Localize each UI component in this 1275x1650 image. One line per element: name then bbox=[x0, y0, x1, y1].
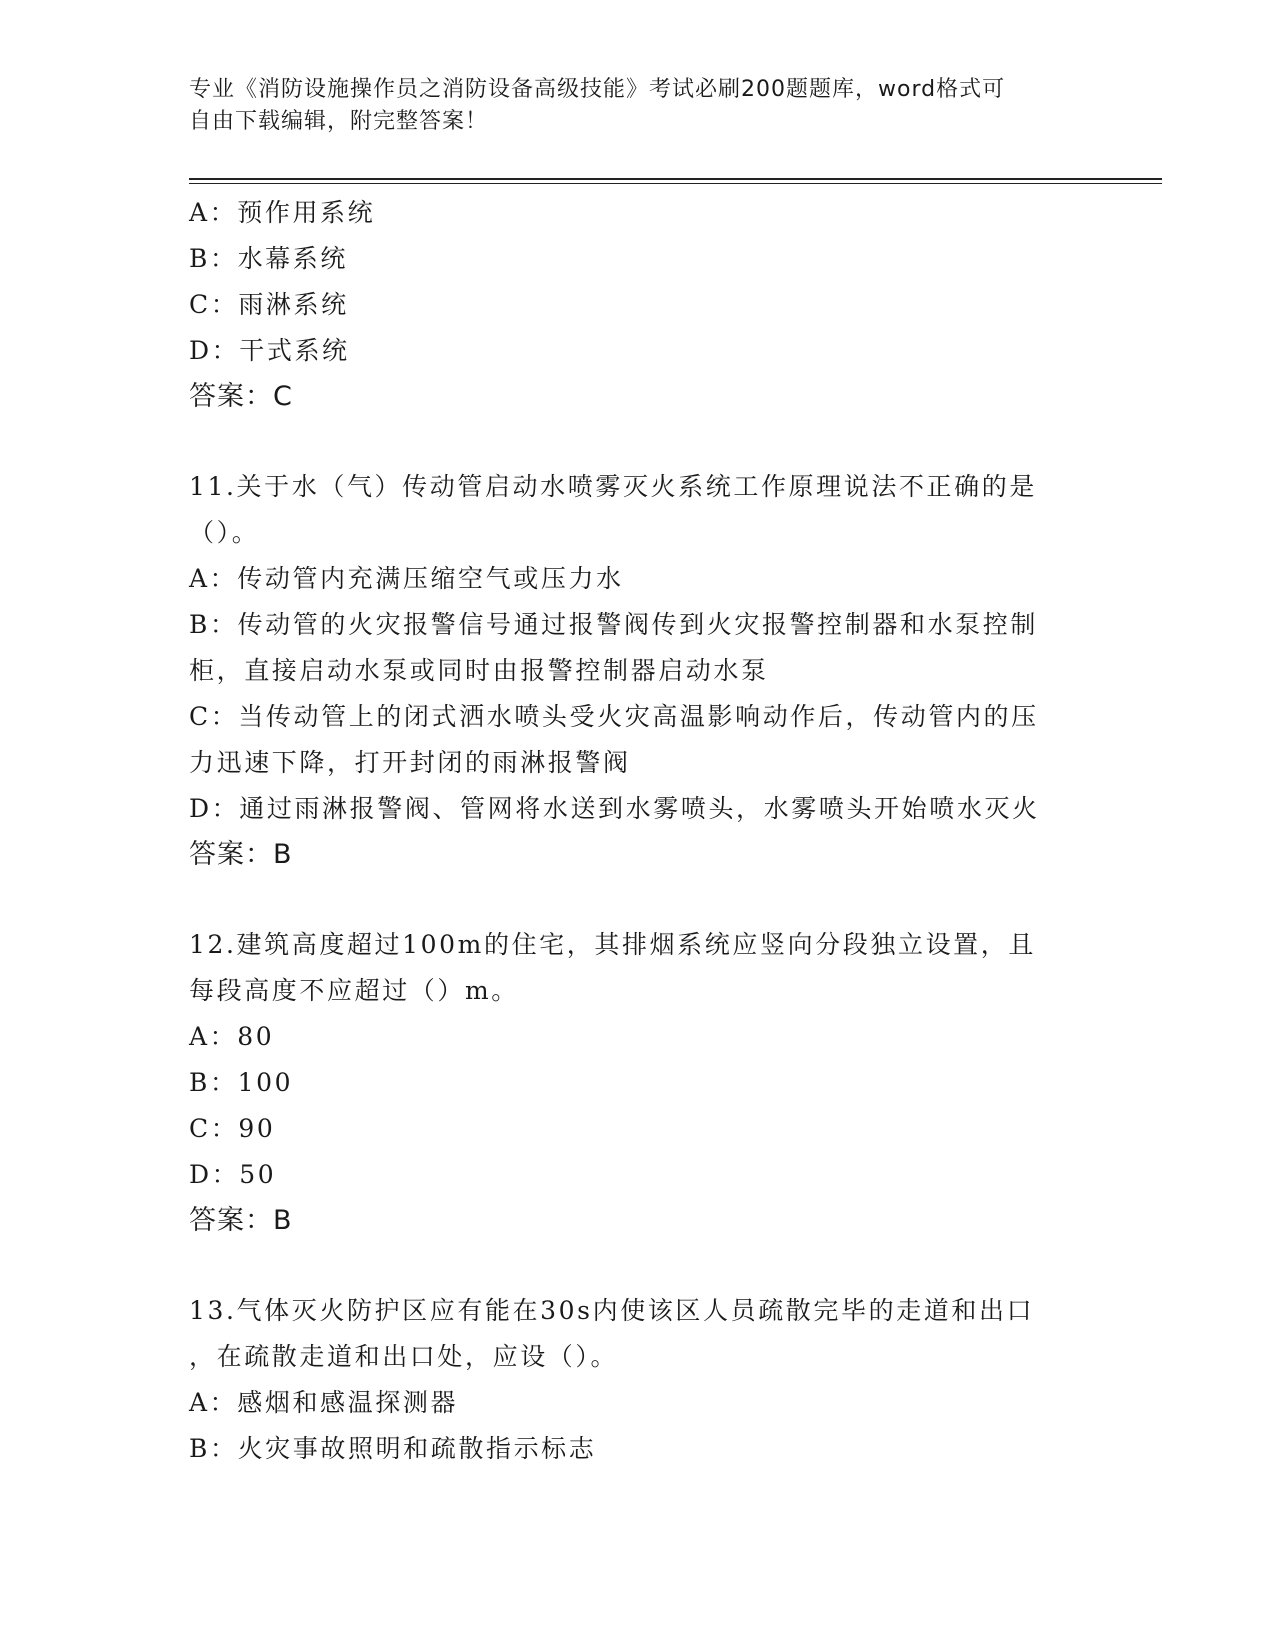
option-b-continued: 柜，直接启动水泵或同时由报警控制器启动水泵 bbox=[189, 656, 769, 685]
spacer bbox=[189, 1244, 1089, 1288]
document-header bbox=[189, 74, 1089, 138]
question-stem-continued: 每段高度不应超过（）m。 bbox=[189, 976, 519, 1005]
header-divider-thin bbox=[189, 183, 1162, 184]
question-11 bbox=[189, 464, 1089, 878]
option-b: B：火灾事故照明和疏散指示标志 bbox=[189, 1434, 597, 1463]
option-a: A：传动管内充满压缩空气或压力水 bbox=[189, 564, 624, 593]
question-list bbox=[189, 190, 1089, 1472]
answer: 答案：B bbox=[189, 839, 293, 870]
option-c: C：雨淋系统 bbox=[189, 290, 349, 319]
option-a: A：预作用系统 bbox=[189, 198, 376, 227]
question-13 bbox=[189, 1288, 1089, 1472]
question-stem: 12.建筑高度超过100m的住宅，其排烟系统应竖向分段独立设置，且 bbox=[189, 930, 1036, 959]
option-c: C：当传动管上的闭式洒水喷头受火灾高温影响动作后，传动管内的压 bbox=[189, 702, 1039, 731]
question-12 bbox=[189, 922, 1089, 1244]
question-stem: 11.关于水（气）传动管启动水喷雾灭火系统工作原理说法不正确的是 bbox=[189, 472, 1037, 501]
option-b: B：传动管的火灾报警信号通过报警阀传到火灾报警控制器和水泵控制 bbox=[189, 610, 1038, 639]
option-b: B：100 bbox=[189, 1068, 294, 1097]
option-b: B：水幕系统 bbox=[189, 244, 348, 273]
question-10 bbox=[189, 190, 1089, 420]
option-d: D：50 bbox=[189, 1160, 277, 1189]
header-line-1: 专业《消防设施操作员之消防设备高级技能》考试必刷200题题库，word格式可 bbox=[189, 77, 1006, 102]
spacer bbox=[189, 420, 1089, 464]
question-stem-continued: ，在疏散走道和出口处，应设（）。 bbox=[189, 1342, 619, 1371]
option-d: D：通过雨淋报警阀、管网将水送到水雾喷头，水雾喷头开始喷水灭火 bbox=[189, 794, 1040, 823]
spacer bbox=[189, 878, 1089, 922]
option-a: A：80 bbox=[189, 1022, 275, 1051]
question-stem-continued: （）。 bbox=[189, 518, 260, 547]
answer: 答案：B bbox=[189, 1205, 293, 1236]
option-a: A：感烟和感温探测器 bbox=[189, 1388, 459, 1417]
option-c: C：90 bbox=[189, 1114, 276, 1143]
option-c-continued: 力迅速下降，打开封闭的雨淋报警阀 bbox=[189, 748, 631, 777]
option-d: D：干式系统 bbox=[189, 336, 350, 365]
header-divider-thick bbox=[189, 178, 1162, 180]
answer: 答案：C bbox=[189, 381, 293, 412]
question-stem: 13.气体灭火防护区应有能在30s内使该区人员疏散完毕的走道和出口 bbox=[189, 1296, 1035, 1325]
header-line-2: 自由下载编辑，附完整答案！ bbox=[189, 109, 489, 134]
